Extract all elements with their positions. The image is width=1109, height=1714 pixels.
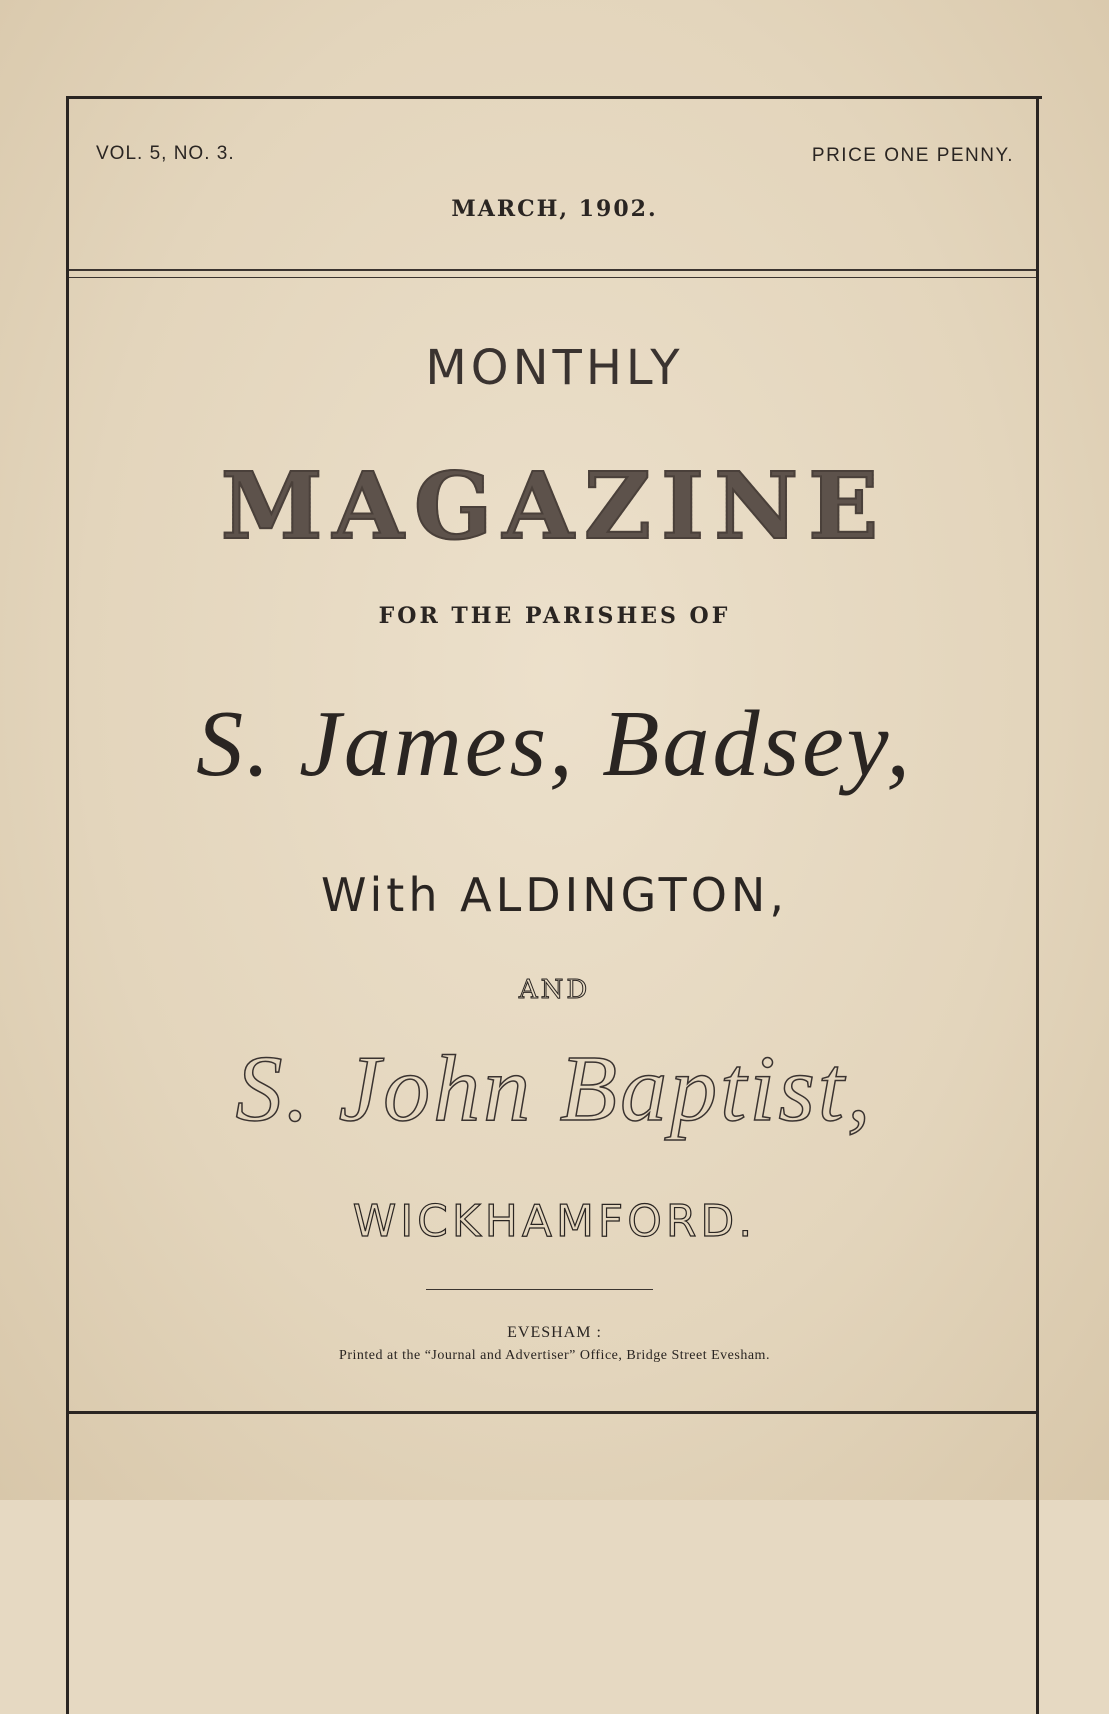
header-divider (69, 269, 1036, 278)
parish-aldington: With ALDINGTON, (321, 868, 788, 922)
parish-badsey: S. James, Badsey, (196, 692, 913, 796)
parish-wickhamford: WICKHAMFORD. (352, 1196, 757, 1247)
title-subtitle: FOR THE PARISHES OF (378, 603, 731, 629)
imprint-place: EVESHAM : (507, 1324, 602, 1341)
frame-border-bottom (66, 1411, 1039, 1414)
issue-date: MARCH, 1902. (451, 196, 658, 222)
price-label: PRICE ONE PENNY. (811, 145, 1014, 166)
imprint-divider (426, 1289, 653, 1290)
title-monthly: MONTHLY (425, 340, 684, 396)
volume-number: VOL. 5, NO. 3. (96, 143, 235, 164)
imprint-printer: Printed at the “Journal and Advertiser” Office, Bridge Street Evesham. (339, 1348, 770, 1363)
parish-john-baptist: S. John Baptist, (235, 1037, 874, 1141)
title-magazine: MAGAZINE (0, 452, 1109, 560)
frame-border-top (66, 96, 1042, 99)
conjunction-and: AND (518, 975, 591, 1005)
